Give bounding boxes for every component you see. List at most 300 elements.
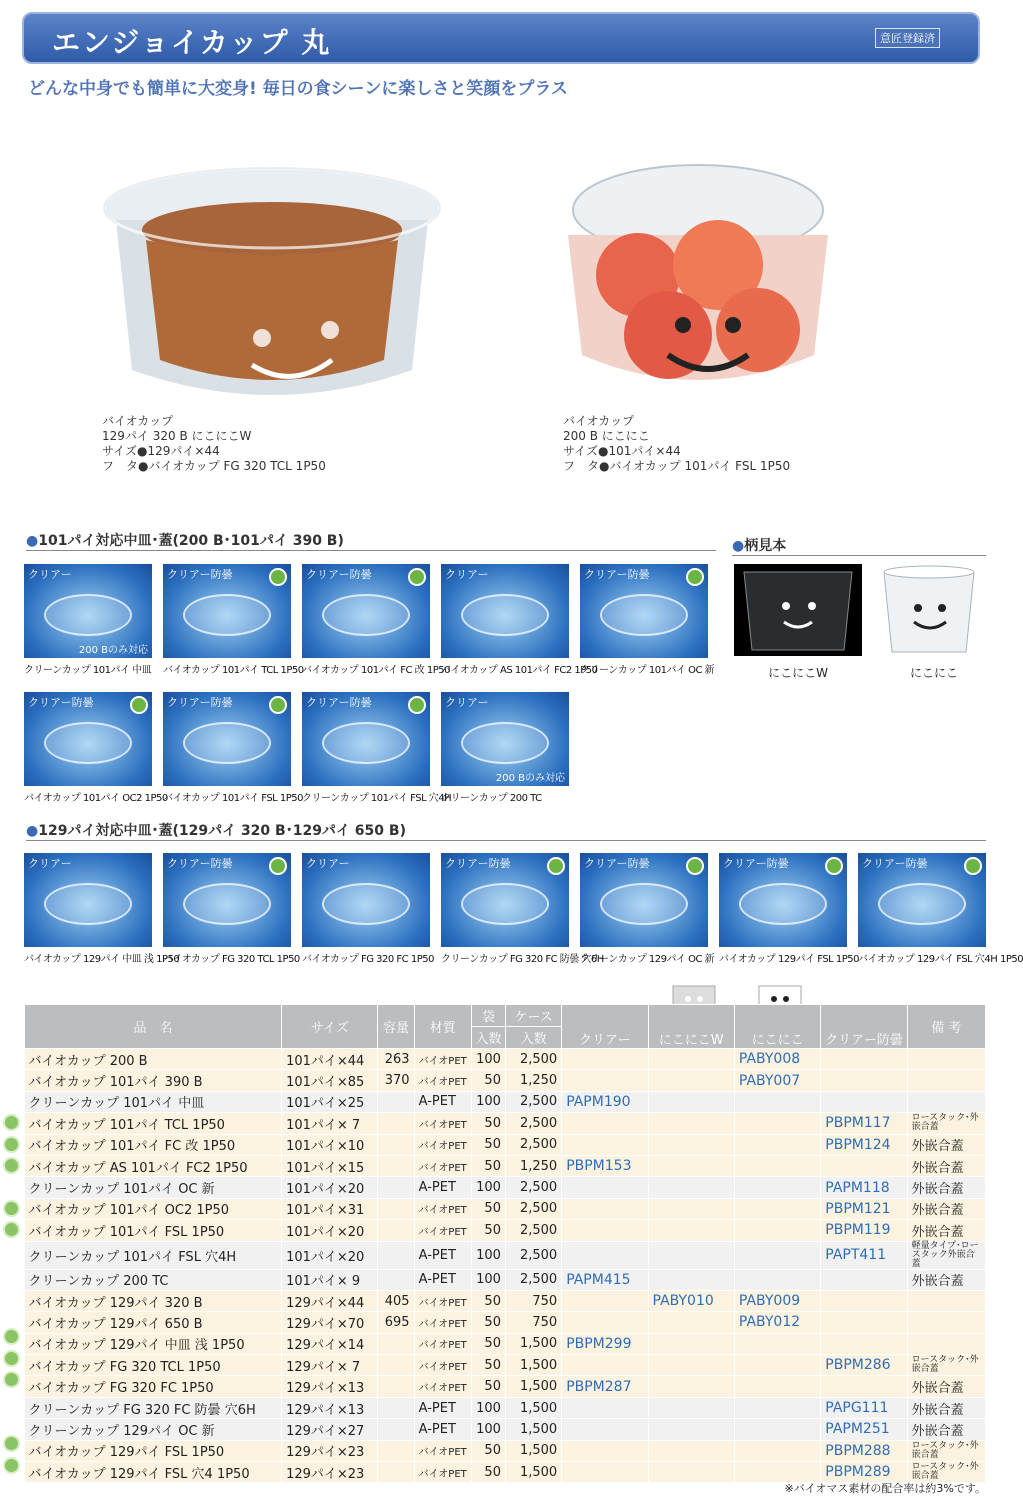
- lid-shape: [44, 722, 132, 764]
- cell-nico: [734, 1440, 820, 1461]
- lid-name: バイオカップ 101パイ FSL 1P50: [163, 793, 304, 804]
- cell-vol: [378, 1220, 414, 1241]
- tile-grade-label: クリアー防曇: [862, 857, 928, 870]
- section-pattern-heading: ●柄見本: [732, 535, 986, 556]
- cell-note: [907, 1091, 985, 1112]
- cell-vol: [378, 1462, 414, 1483]
- cell-af: PBPM286: [821, 1355, 907, 1376]
- tile-grade-label: クリアー: [306, 857, 350, 870]
- cell-case: 2,500: [505, 1091, 561, 1112]
- cell-vol: [378, 1113, 414, 1134]
- eco-mark-icon: [408, 568, 426, 586]
- cell-mat: バイオPET: [414, 1134, 471, 1155]
- lid-name: クリーンカップ 101パイ 中皿: [24, 665, 152, 676]
- table-row: [25, 1049, 986, 1070]
- cell-note: ロースタック･外嵌合蓋: [907, 1355, 985, 1376]
- table-row: [25, 1198, 986, 1219]
- cell-name: バイオカップ 101パイ TCL 1P50: [25, 1113, 282, 1134]
- cell-nico: [734, 1198, 820, 1219]
- cell-case: 1,500: [505, 1376, 561, 1397]
- cell-mat: バイオPET: [414, 1220, 471, 1241]
- cell-case: 2,500: [505, 1134, 561, 1155]
- cell-clear: [562, 1113, 648, 1134]
- cell-vol: [378, 1134, 414, 1155]
- cell-bag: 100: [472, 1419, 506, 1440]
- cell-bag: 50: [472, 1312, 506, 1333]
- cell-nicow: [648, 1155, 734, 1176]
- cell-name: バイオカップ 200 B: [25, 1049, 282, 1070]
- lid-tile: [24, 692, 152, 786]
- eco-mark-icon: [408, 696, 426, 714]
- lid-name: クリーンカップ FG 320 FC 防曇 穴6H: [441, 954, 604, 965]
- cell-nicow: [648, 1198, 734, 1219]
- cell-nicow: [648, 1241, 734, 1269]
- lid-shape: [461, 594, 549, 636]
- cell-vol: [378, 1177, 414, 1198]
- eco-leaf-icon: [3, 1157, 20, 1174]
- cell-af: PBPM288: [821, 1440, 907, 1461]
- cell-af: [821, 1155, 907, 1176]
- cell-nico: [734, 1355, 820, 1376]
- cell-clear: [562, 1312, 648, 1333]
- cell-clear: [562, 1355, 648, 1376]
- lid-name: クリーンカップ 101パイ FSL 穴4H: [302, 793, 452, 804]
- eco-mark-icon: [269, 568, 287, 586]
- th-case: ケース: [505, 1005, 561, 1027]
- cell-mat: バイオPET: [414, 1440, 471, 1461]
- cell-vol: [378, 1198, 414, 1219]
- cell-note: 外嵌合蓋: [907, 1376, 985, 1397]
- cell-vol: 405: [378, 1290, 414, 1311]
- lid-shape: [322, 722, 410, 764]
- cell-clear: [562, 1134, 648, 1155]
- cell-case: 2,500: [505, 1198, 561, 1219]
- cell-name: バイオカップ 101パイ 390 B: [25, 1070, 282, 1091]
- cell-bag: 50: [472, 1155, 506, 1176]
- cell-nicow: [648, 1177, 734, 1198]
- eco-mark-icon: [825, 857, 843, 875]
- tile-grade-label: クリアー防曇: [306, 696, 372, 709]
- th-case-qty: 入数: [505, 1027, 561, 1049]
- lid-shape: [322, 594, 410, 636]
- lid-name: クリーンカップ 129パイ OC 新: [580, 954, 715, 965]
- cell-name: バイオカップ 101パイ OC2 1P50: [25, 1198, 282, 1219]
- cell-note: [907, 1312, 985, 1333]
- cell-bag: 100: [472, 1091, 506, 1112]
- lid-tile: [163, 853, 291, 947]
- section-101-heading: ●101パイ対応中皿･蓋(200 B･101パイ 390 B): [26, 530, 716, 551]
- cell-clear: [562, 1220, 648, 1241]
- cell-bag: 50: [472, 1220, 506, 1241]
- cell-af: PAPM251: [821, 1419, 907, 1440]
- cell-nicow: [648, 1462, 734, 1483]
- cell-nicow: [648, 1049, 734, 1070]
- lid-name: バイオカップ 129パイ 中皿 浅 1P50: [24, 954, 180, 965]
- eco-leaf-icon: [3, 1136, 20, 1153]
- tile-grade-label: クリアー防曇: [167, 696, 233, 709]
- table-row: [25, 1091, 986, 1112]
- tile-grade-label: クリアー防曇: [306, 568, 372, 581]
- table-row: [25, 1113, 986, 1134]
- cell-mat: バイオPET: [414, 1462, 471, 1483]
- cell-note: 外嵌合蓋: [907, 1220, 985, 1241]
- cherry-cup-photo: [548, 155, 848, 405]
- cell-mat: バイオPET: [414, 1070, 471, 1091]
- lid-shape: [739, 883, 827, 925]
- lid-tile: [302, 564, 430, 658]
- cell-size: 101パイ× 7: [282, 1113, 378, 1134]
- cell-nicow: [648, 1355, 734, 1376]
- cell-size: 129パイ×23: [282, 1440, 378, 1461]
- cell-bag: 50: [472, 1376, 506, 1397]
- cell-name: バイオカップ 129パイ FSL 穴4 1P50: [25, 1462, 282, 1483]
- table-row: [25, 1419, 986, 1440]
- cell-size: 101パイ×44: [282, 1049, 378, 1070]
- table-row: [25, 1355, 986, 1376]
- table-row: [25, 1155, 986, 1176]
- pattern-nicoW-label: にこにこW: [768, 666, 828, 680]
- cell-note: [907, 1333, 985, 1354]
- cell-mat: バイオPET: [414, 1113, 471, 1134]
- lid-tile: [441, 853, 569, 947]
- cell-size: 101パイ×15: [282, 1155, 378, 1176]
- th-volume: 容量: [378, 1005, 414, 1049]
- cell-vol: [378, 1091, 414, 1112]
- lid-name: バイオカップ 129パイ FSL 穴4H 1P50: [858, 954, 1023, 965]
- eco-mark-icon: [686, 568, 704, 586]
- eco-leaf-icon: [3, 1457, 20, 1474]
- cell-mat: バイオPET: [414, 1333, 471, 1354]
- cell-case: 1,500: [505, 1419, 561, 1440]
- cell-mat: A-PET: [414, 1269, 471, 1290]
- cell-size: 101パイ×20: [282, 1241, 378, 1269]
- table-row: [25, 1220, 986, 1241]
- eco-leaf-icon: [3, 1371, 20, 1388]
- cell-note: [907, 1049, 985, 1070]
- cell-af: PBPM121: [821, 1198, 907, 1219]
- lid-tile: [441, 692, 569, 786]
- lid-tile: [580, 564, 708, 658]
- cell-bag: 50: [472, 1355, 506, 1376]
- cell-nico: [734, 1333, 820, 1354]
- cell-vol: [378, 1397, 414, 1418]
- cell-nicow: [648, 1269, 734, 1290]
- cell-af: PBPM117: [821, 1113, 907, 1134]
- lid-tile: [858, 853, 986, 947]
- cell-note: 外嵌合蓋: [907, 1134, 985, 1155]
- cell-name: クリーンカップ 200 TC: [25, 1269, 282, 1290]
- cell-mat: A-PET: [414, 1241, 471, 1269]
- cell-clear: [562, 1462, 648, 1483]
- tile-grade-label: クリアー防曇: [584, 568, 650, 581]
- lid-tile: [24, 564, 152, 658]
- cell-size: 101パイ×85: [282, 1070, 378, 1091]
- cell-mat: バイオPET: [414, 1312, 471, 1333]
- lid-shape: [878, 883, 966, 925]
- cell-size: 101パイ× 9: [282, 1269, 378, 1290]
- lid-tile: [163, 564, 291, 658]
- cell-af: [821, 1269, 907, 1290]
- th-bag-qty: 入数: [472, 1027, 506, 1049]
- cell-case: 2,500: [505, 1241, 561, 1269]
- eco-leaf-icon: [3, 1328, 20, 1345]
- eco-mark-icon: [964, 857, 982, 875]
- cell-mat: バイオPET: [414, 1290, 471, 1311]
- eco-mark-icon: [547, 857, 565, 875]
- cell-size: 101パイ×31: [282, 1198, 378, 1219]
- registered-design-badge: 意匠登録済: [875, 28, 940, 48]
- cell-clear: PAPM190: [562, 1091, 648, 1112]
- cell-vol: 695: [378, 1312, 414, 1333]
- tile-grade-label: クリアー: [445, 696, 489, 709]
- eco-leaf-icon: [3, 1200, 20, 1217]
- cell-bag: 100: [472, 1241, 506, 1269]
- cell-nico: [734, 1376, 820, 1397]
- table-row: [25, 1290, 986, 1311]
- cell-bag: 50: [472, 1070, 506, 1091]
- lid-name: バイオカップ 101パイ OC2 1P50: [24, 793, 168, 804]
- cell-size: 129パイ×14: [282, 1333, 378, 1354]
- lid-shape: [183, 883, 271, 925]
- cell-mat: A-PET: [414, 1397, 471, 1418]
- cell-size: 101パイ×20: [282, 1220, 378, 1241]
- product-table: [24, 1004, 986, 1483]
- lid-name: クリーンカップ 200 TC: [441, 793, 542, 804]
- cell-mat: バイオPET: [414, 1198, 471, 1219]
- cell-af: [821, 1290, 907, 1311]
- cell-mat: バイオPET: [414, 1049, 471, 1070]
- cell-note: ロースタック･外嵌合蓋: [907, 1113, 985, 1134]
- cell-name: バイオカップ 129パイ 650 B: [25, 1312, 282, 1333]
- table-row: [25, 1333, 986, 1354]
- cell-note: 軽量タイプ･ロースタック外嵌合蓋: [907, 1241, 985, 1269]
- cell-name: バイオカップ 101パイ FSL 1P50: [25, 1220, 282, 1241]
- cell-size: 129パイ×23: [282, 1462, 378, 1483]
- cell-size: 129パイ×27: [282, 1419, 378, 1440]
- footnote: ※バイオマス素材の配合率は約3%です。: [784, 1482, 986, 1495]
- lid-shape: [461, 883, 549, 925]
- tile-grade-label: クリアー: [28, 857, 72, 870]
- cell-name: クリーンカップ FG 320 FC 防曇 穴6H: [25, 1397, 282, 1418]
- cell-nicow: [648, 1091, 734, 1112]
- cell-case: 2,500: [505, 1269, 561, 1290]
- cell-case: 2,500: [505, 1049, 561, 1070]
- header-banner: [22, 12, 980, 64]
- almond-cup-photo: [102, 160, 442, 410]
- cell-af: [821, 1376, 907, 1397]
- table-row: [25, 1070, 986, 1091]
- pattern-nico-label: にこにこ: [909, 666, 958, 680]
- tile-grade-label: クリアー防曇: [28, 696, 94, 709]
- cell-bag: 50: [472, 1134, 506, 1155]
- lid-name: バイオカップ 101パイ TCL 1P50: [163, 665, 304, 676]
- lid-shape: [44, 883, 132, 925]
- cell-nicow: [648, 1113, 734, 1134]
- cell-size: 101パイ×25: [282, 1091, 378, 1112]
- pattern-nico-photo: [870, 564, 998, 656]
- cell-vol: [378, 1355, 414, 1376]
- cell-case: 1,250: [505, 1070, 561, 1091]
- cell-case: 2,500: [505, 1220, 561, 1241]
- cell-note: [907, 1070, 985, 1091]
- table-row: [25, 1440, 986, 1461]
- cell-clear: [562, 1241, 648, 1269]
- cell-case: 1,500: [505, 1440, 561, 1461]
- cell-name: バイオカップ 129パイ 中皿 浅 1P50: [25, 1333, 282, 1354]
- lid-shape: [600, 883, 688, 925]
- cell-case: 1,250: [505, 1155, 561, 1176]
- lid-name: バイオカップ 101パイ FC 改 1P50: [302, 665, 450, 676]
- cell-name: バイオカップ 129パイ FSL 1P50: [25, 1440, 282, 1461]
- cell-af: PBPM119: [821, 1220, 907, 1241]
- cell-bag: 50: [472, 1333, 506, 1354]
- cell-name: バイオカップ FG 320 FC 1P50: [25, 1376, 282, 1397]
- table-row: [25, 1177, 986, 1198]
- cell-nico: [734, 1113, 820, 1134]
- cell-bag: 100: [472, 1397, 506, 1418]
- th-nico: にこにこ: [734, 1005, 820, 1049]
- cell-vol: [378, 1241, 414, 1269]
- cell-clear: PAPM415: [562, 1269, 648, 1290]
- tile-grade-label: クリアー防曇: [167, 857, 233, 870]
- cell-nicow: PABY010: [648, 1290, 734, 1311]
- cell-size: 129パイ×70: [282, 1312, 378, 1333]
- eco-mark-icon: [269, 857, 287, 875]
- cell-vol: 370: [378, 1070, 414, 1091]
- th-size: サイズ: [282, 1005, 378, 1049]
- lid-tile: [302, 692, 430, 786]
- cell-af: PAPM118: [821, 1177, 907, 1198]
- th-clear: クリアー: [562, 1005, 648, 1049]
- cell-vol: [378, 1155, 414, 1176]
- cell-size: 129パイ×13: [282, 1397, 378, 1418]
- cell-clear: PBPM299: [562, 1333, 648, 1354]
- cell-af: PAPT411: [821, 1241, 907, 1269]
- cell-note: 外嵌合蓋: [907, 1397, 985, 1418]
- cell-clear: [562, 1397, 648, 1418]
- cell-nicow: [648, 1397, 734, 1418]
- cell-vol: [378, 1376, 414, 1397]
- th-name: 品 名: [25, 1005, 282, 1049]
- cell-name: バイオカップ AS 101パイ FC2 1P50: [25, 1155, 282, 1176]
- th-bag: 袋: [472, 1005, 506, 1027]
- table-row: [25, 1241, 986, 1269]
- cell-bag: 100: [472, 1049, 506, 1070]
- cell-case: 750: [505, 1290, 561, 1311]
- cell-case: 1,500: [505, 1333, 561, 1354]
- cell-note: ロースタック･外嵌合蓋: [907, 1440, 985, 1461]
- cell-size: 129パイ×44: [282, 1290, 378, 1311]
- cell-af: PAPG111: [821, 1397, 907, 1418]
- table-row: [25, 1312, 986, 1333]
- section-129-heading: ●129パイ対応中皿･蓋(129パイ 320 B･129パイ 650 B): [26, 820, 986, 841]
- eco-leaf-icon: [3, 1221, 20, 1238]
- cell-case: 1,500: [505, 1462, 561, 1483]
- cell-nico: [734, 1419, 820, 1440]
- cell-clear: PBPM153: [562, 1155, 648, 1176]
- tile-note: 200 Bのみ対応: [78, 645, 148, 656]
- lid-name: クリーンカップ 101パイ OC 新: [580, 665, 715, 676]
- pattern-nicoW-photo: [734, 564, 862, 656]
- lid-tile: [441, 564, 569, 658]
- cell-nico: PABY008: [734, 1049, 820, 1070]
- cell-vol: [378, 1419, 414, 1440]
- cell-bag: 100: [472, 1177, 506, 1198]
- lid-tile: [580, 853, 708, 947]
- cell-af: [821, 1070, 907, 1091]
- cell-nicow: [648, 1312, 734, 1333]
- cell-name: クリーンカップ 129パイ OC 新: [25, 1419, 282, 1440]
- cell-name: バイオカップ 129パイ 320 B: [25, 1290, 282, 1311]
- cell-nicow: [648, 1220, 734, 1241]
- lid-shape: [322, 883, 410, 925]
- cell-mat: バイオPET: [414, 1155, 471, 1176]
- eco-mark-icon: [269, 696, 287, 714]
- cell-clear: [562, 1440, 648, 1461]
- cell-vol: [378, 1440, 414, 1461]
- lid-shape: [600, 594, 688, 636]
- tile-grade-label: クリアー: [28, 568, 72, 581]
- cell-vol: [378, 1333, 414, 1354]
- lid-name: バイオカップ AS 101パイ FC2 1P50: [441, 665, 598, 676]
- cell-note: [907, 1290, 985, 1311]
- cell-mat: バイオPET: [414, 1355, 471, 1376]
- cell-nico: [734, 1220, 820, 1241]
- cell-note: 外嵌合蓋: [907, 1419, 985, 1440]
- cell-case: 1,500: [505, 1397, 561, 1418]
- cell-mat: A-PET: [414, 1177, 471, 1198]
- page-title: エンジョイカップ 丸: [52, 26, 332, 59]
- cell-nicow: [648, 1333, 734, 1354]
- cell-af: PBPM289: [821, 1462, 907, 1483]
- cell-nico: PABY012: [734, 1312, 820, 1333]
- lid-tile: [719, 853, 847, 947]
- cell-nico: PABY009: [734, 1290, 820, 1311]
- cell-case: 2,500: [505, 1113, 561, 1134]
- cell-mat: A-PET: [414, 1091, 471, 1112]
- cell-size: 129パイ×13: [282, 1376, 378, 1397]
- cell-note: 外嵌合蓋: [907, 1177, 985, 1198]
- lid-shape: [183, 722, 271, 764]
- lid-shape: [183, 594, 271, 636]
- tile-note: 200 Bのみ対応: [495, 773, 565, 784]
- table-row: [25, 1134, 986, 1155]
- lid-shape: [461, 722, 549, 764]
- cell-size: 129パイ× 7: [282, 1355, 378, 1376]
- lid-tile: [302, 853, 430, 947]
- cell-af: [821, 1091, 907, 1112]
- eco-leaf-icon: [3, 1350, 20, 1367]
- eco-leaf-icon: [3, 1114, 20, 1131]
- cell-bag: 50: [472, 1440, 506, 1461]
- th-nicow: にこにこW: [648, 1005, 734, 1049]
- tile-grade-label: クリアー防曇: [445, 857, 511, 870]
- cell-nico: [734, 1397, 820, 1418]
- table-row: [25, 1397, 986, 1418]
- cell-name: クリーンカップ 101パイ FSL 穴4H: [25, 1241, 282, 1269]
- cell-clear: PBPM287: [562, 1376, 648, 1397]
- cell-mat: A-PET: [414, 1419, 471, 1440]
- cell-nicow: [648, 1440, 734, 1461]
- lid-name: バイオカップ FG 320 TCL 1P50: [163, 954, 300, 965]
- cell-af: PBPM124: [821, 1134, 907, 1155]
- eco-leaf-icon: [3, 1435, 20, 1452]
- tile-grade-label: クリアー防曇: [723, 857, 789, 870]
- cell-name: クリーンカップ 101パイ OC 新: [25, 1177, 282, 1198]
- lid-shape: [44, 594, 132, 636]
- cell-clear: [562, 1198, 648, 1219]
- cell-nico: [734, 1177, 820, 1198]
